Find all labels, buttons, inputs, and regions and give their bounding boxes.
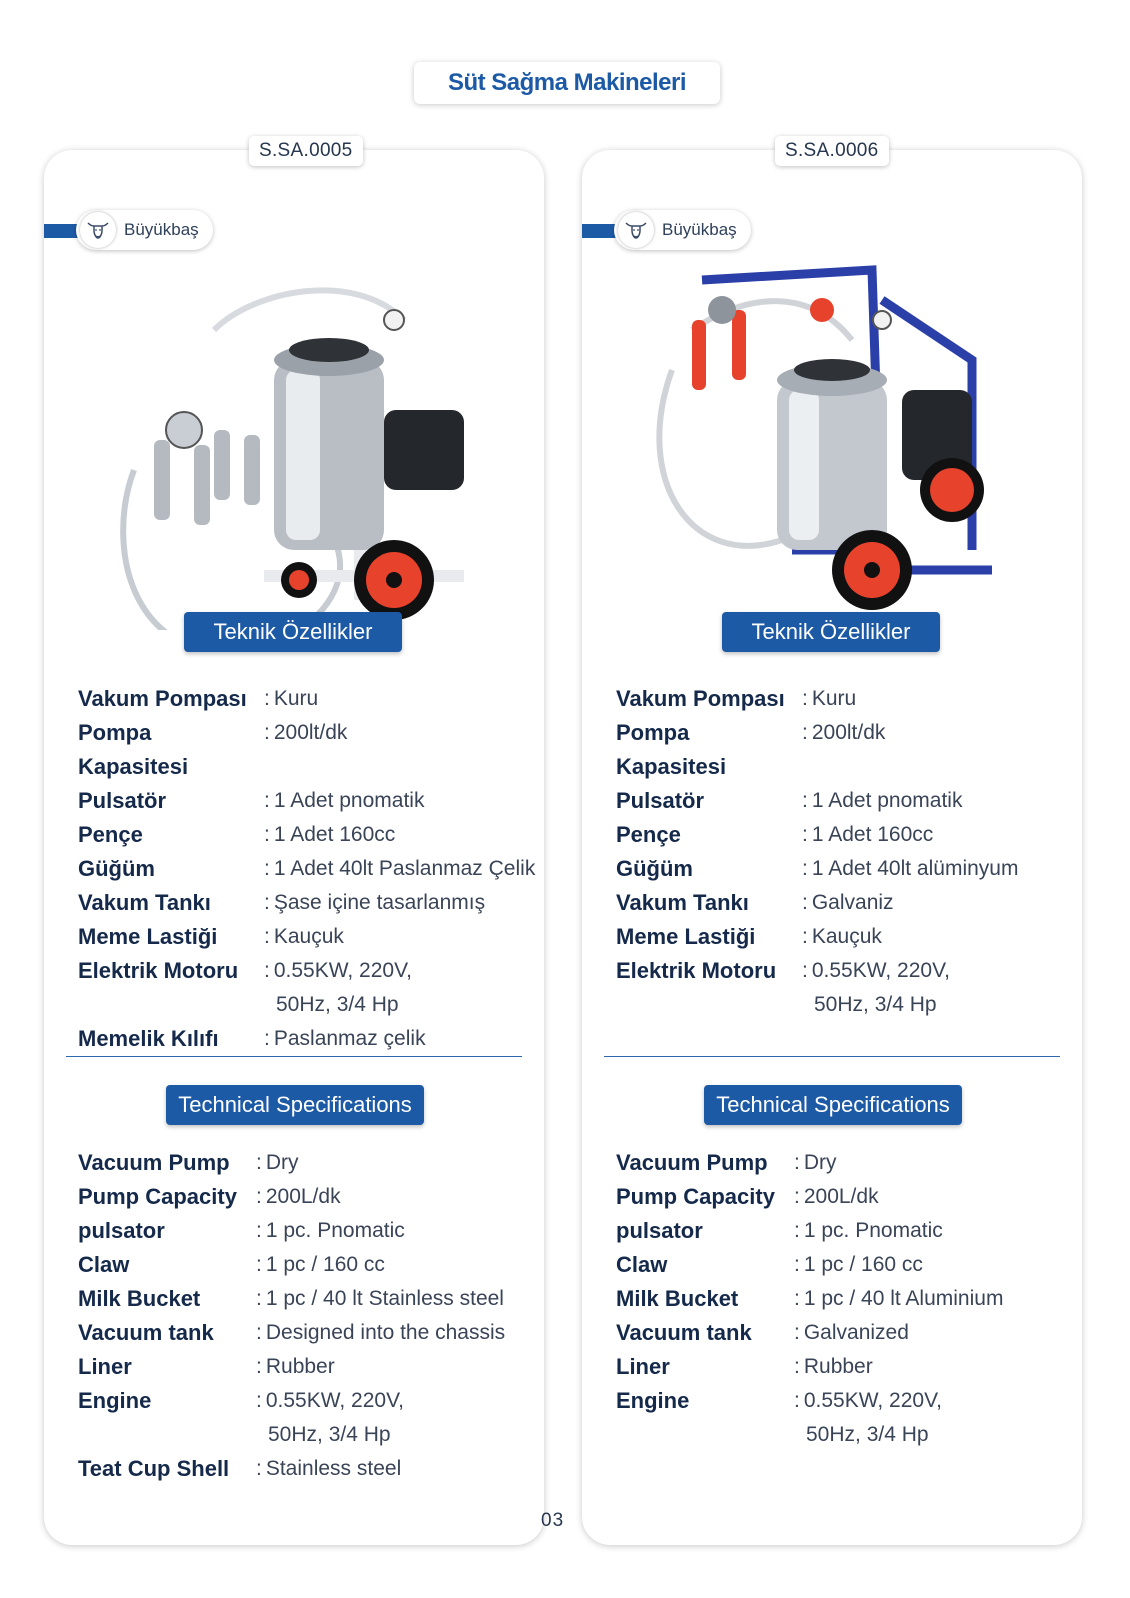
spec-key: Vakum Tankı	[616, 890, 749, 915]
spec-list-tr	[78, 682, 535, 1056]
spec-key: Teat Cup Shell	[78, 1456, 230, 1481]
spec-key: Meme Lastiği	[78, 924, 218, 949]
spec-value: 1 Adet 40lt Paslanmaz Çelik	[273, 857, 536, 880]
category-badge	[614, 210, 751, 250]
category-label: Büyükbaş	[124, 220, 199, 239]
spec-key: Vakum Pompası	[616, 686, 785, 711]
spec-key: Pulsatör	[616, 788, 705, 813]
spec-row: Vacuum Pump : Dry	[616, 1146, 1003, 1180]
milking-machine-image	[632, 250, 1042, 630]
technical-specs-tr-heading: Teknik Özellikler	[184, 612, 402, 652]
spec-row: Liner : Rubber	[78, 1350, 505, 1384]
page-title: Süt Sağma Makineleri	[414, 62, 720, 104]
spec-row: Vacuum Pump : Dry	[78, 1146, 505, 1180]
spec-value: 0.55KW, 220V,	[803, 1389, 943, 1412]
spec-value: 200lt/dk	[273, 721, 348, 744]
spec-value: Rubber	[265, 1355, 335, 1378]
spec-value: 1 pc / 40 lt Stainless steel	[265, 1287, 504, 1310]
section-divider	[66, 1056, 522, 1057]
cow-icon	[618, 212, 654, 248]
spec-key: Engine	[78, 1388, 152, 1413]
spec-key: Elektrik Motoru	[616, 958, 777, 983]
technical-specs-en-heading: Technical Specifications	[166, 1085, 424, 1125]
section-divider	[604, 1056, 1060, 1057]
spec-row: Meme Lastiği : Kauçuk	[616, 920, 1018, 954]
spec-value: Galvaniz	[811, 891, 894, 914]
spec-value: Kuru	[811, 687, 857, 710]
spec-row: Pompa Kapasitesi : 200lt/dk	[78, 716, 535, 784]
spec-row: Engine : 0.55KW, 220V, 50Hz, 3/4 Hp	[78, 1384, 505, 1452]
spec-row: Claw : 1 pc / 160 cc	[78, 1248, 505, 1282]
spec-list-en	[78, 1146, 505, 1486]
spec-key: Pulsatör	[78, 788, 167, 813]
spec-list-tr	[616, 682, 1018, 1022]
spec-row: Pump Capacity : 200L/dk	[616, 1180, 1003, 1214]
spec-key: pulsator	[616, 1218, 703, 1243]
spec-row: Güğüm : 1 Adet 40lt alüminyum	[616, 852, 1018, 886]
spec-key: Meme Lastiği	[616, 924, 756, 949]
page-number: 03	[541, 1510, 565, 1531]
spec-row: pulsator : 1 pc. Pnomatic	[616, 1214, 1003, 1248]
spec-value: 1 Adet pnomatik	[811, 789, 963, 812]
spec-value: 1 pc / 40 lt Aluminium	[803, 1287, 1004, 1310]
spec-key: Vakum Tankı	[78, 890, 211, 915]
product-code-tag: S.SA.0005	[249, 136, 363, 166]
spec-row: Güğüm : 1 Adet 40lt Paslanmaz Çelik	[78, 852, 535, 886]
spec-value: 1 Adet 160cc	[811, 823, 934, 846]
spec-row: Pulsatör : 1 Adet pnomatik	[78, 784, 535, 818]
spec-row: Liner : Rubber	[616, 1350, 1003, 1384]
spec-key: Pump Capacity	[78, 1184, 237, 1209]
spec-value: 200L/dk	[803, 1185, 879, 1208]
cow-icon	[80, 212, 116, 248]
spec-key: Pompa Kapasitesi	[78, 720, 189, 779]
spec-value: 0.55KW, 220V,	[811, 959, 951, 982]
spec-value: 1 pc / 160 cc	[265, 1253, 385, 1276]
technical-specs-en-heading: Technical Specifications	[704, 1085, 962, 1125]
spec-key: Pump Capacity	[616, 1184, 775, 1209]
spec-value: Kauçuk	[273, 925, 344, 948]
spec-key: Pençe	[616, 822, 681, 847]
spec-key: Elektrik Motoru	[78, 958, 239, 983]
product-card-s-sa-0006	[582, 140, 1082, 1545]
spec-row: Engine : 0.55KW, 220V, 50Hz, 3/4 Hp	[616, 1384, 1003, 1452]
product-code-tag: S.SA.0006	[775, 136, 889, 166]
spec-key: Güğüm	[78, 856, 155, 881]
spec-row: Pulsatör : 1 Adet pnomatik	[616, 784, 1018, 818]
product-card-s-sa-0005	[44, 140, 544, 1545]
technical-specs-tr-heading: Teknik Özellikler	[722, 612, 940, 652]
spec-key: Claw	[616, 1252, 668, 1277]
spec-value: Kuru	[273, 687, 319, 710]
spec-key: Vacuum Pump	[616, 1150, 768, 1175]
spec-list-en	[616, 1146, 1003, 1452]
spec-value-cont: 50Hz, 3/4 Hp	[814, 993, 937, 1016]
spec-value: Rubber	[803, 1355, 873, 1378]
spec-value-cont: 50Hz, 3/4 Hp	[806, 1423, 929, 1446]
spec-key: Vakum Pompası	[78, 686, 247, 711]
spec-key: Claw	[78, 1252, 130, 1277]
spec-row: Pençe : 1 Adet 160cc	[78, 818, 535, 852]
spec-value: 1 pc. Pnomatic	[803, 1219, 943, 1242]
spec-key: Vacuum tank	[616, 1320, 752, 1345]
spec-row: Milk Bucket : 1 pc / 40 lt Aluminium	[616, 1282, 1003, 1316]
spec-value: 1 Adet 160cc	[273, 823, 396, 846]
spec-key: Liner	[78, 1354, 132, 1379]
spec-value: Galvanized	[803, 1321, 909, 1344]
spec-key: Milk Bucket	[616, 1286, 739, 1311]
spec-value: Dry	[803, 1151, 837, 1174]
spec-value-cont: 50Hz, 3/4 Hp	[276, 993, 399, 1016]
spec-row: Milk Bucket : 1 pc / 40 lt Stainless steel	[78, 1282, 505, 1316]
spec-key: Milk Bucket	[78, 1286, 201, 1311]
spec-value: 200L/dk	[265, 1185, 341, 1208]
spec-row: Vacuum tank : Designed into the chassis	[78, 1316, 505, 1350]
spec-key: pulsator	[78, 1218, 165, 1243]
spec-key: Güğüm	[616, 856, 693, 881]
spec-row: Claw : 1 pc / 160 cc	[616, 1248, 1003, 1282]
spec-value: 1 pc. Pnomatic	[265, 1219, 405, 1242]
spec-row: Teat Cup Shell : Stainless steel	[78, 1452, 505, 1486]
spec-row: Vacuum tank : Galvanized	[616, 1316, 1003, 1350]
spec-row: Vakum Pompası : Kuru	[78, 682, 535, 716]
spec-key: Engine	[616, 1388, 690, 1413]
spec-key: Vacuum Pump	[78, 1150, 230, 1175]
spec-row: Elektrik Motoru : 0.55KW, 220V, 50Hz, 3/4 Hp	[78, 954, 535, 1022]
category-label: Büyükbaş	[662, 220, 737, 239]
spec-row: Memelik Kılıfı : Paslanmaz çelik	[78, 1022, 535, 1056]
spec-value: Şase içine tasarlanmış	[273, 891, 486, 914]
spec-value: 0.55KW, 220V,	[265, 1389, 405, 1412]
spec-value: 1 Adet 40lt alüminyum	[811, 857, 1019, 880]
spec-value: Kauçuk	[811, 925, 882, 948]
spec-key: Pompa Kapasitesi	[616, 720, 727, 779]
category-strip	[44, 224, 78, 238]
spec-value: 0.55KW, 220V,	[273, 959, 413, 982]
spec-key: Liner	[616, 1354, 670, 1379]
category-strip	[582, 224, 616, 238]
spec-row: Meme Lastiği : Kauçuk	[78, 920, 535, 954]
spec-value: Stainless steel	[265, 1457, 402, 1480]
milking-machine-image	[94, 250, 504, 630]
spec-row: Vakum Tankı : Şase içine tasarlanmış	[78, 886, 535, 920]
spec-value-cont: 50Hz, 3/4 Hp	[268, 1423, 391, 1446]
spec-row: Pompa Kapasitesi : 200lt/dk	[616, 716, 1018, 784]
spec-value: Paslanmaz çelik	[273, 1027, 426, 1050]
spec-row: pulsator : 1 pc. Pnomatic	[78, 1214, 505, 1248]
spec-row: Vakum Tankı : Galvaniz	[616, 886, 1018, 920]
spec-row: Elektrik Motoru : 0.55KW, 220V, 50Hz, 3/4 Hp	[616, 954, 1018, 1022]
spec-row: Pençe : 1 Adet 160cc	[616, 818, 1018, 852]
spec-row: Vakum Pompası : Kuru	[616, 682, 1018, 716]
spec-value: Dry	[265, 1151, 299, 1174]
spec-value: Designed into the chassis	[265, 1321, 506, 1344]
spec-value: 1 pc / 160 cc	[803, 1253, 923, 1276]
category-badge	[76, 210, 213, 250]
spec-key: Memelik Kılıfı	[78, 1026, 219, 1051]
spec-key: Pençe	[78, 822, 143, 847]
spec-value: 1 Adet pnomatik	[273, 789, 425, 812]
spec-key: Vacuum tank	[78, 1320, 214, 1345]
spec-row: Pump Capacity : 200L/dk	[78, 1180, 505, 1214]
spec-value: 200lt/dk	[811, 721, 886, 744]
